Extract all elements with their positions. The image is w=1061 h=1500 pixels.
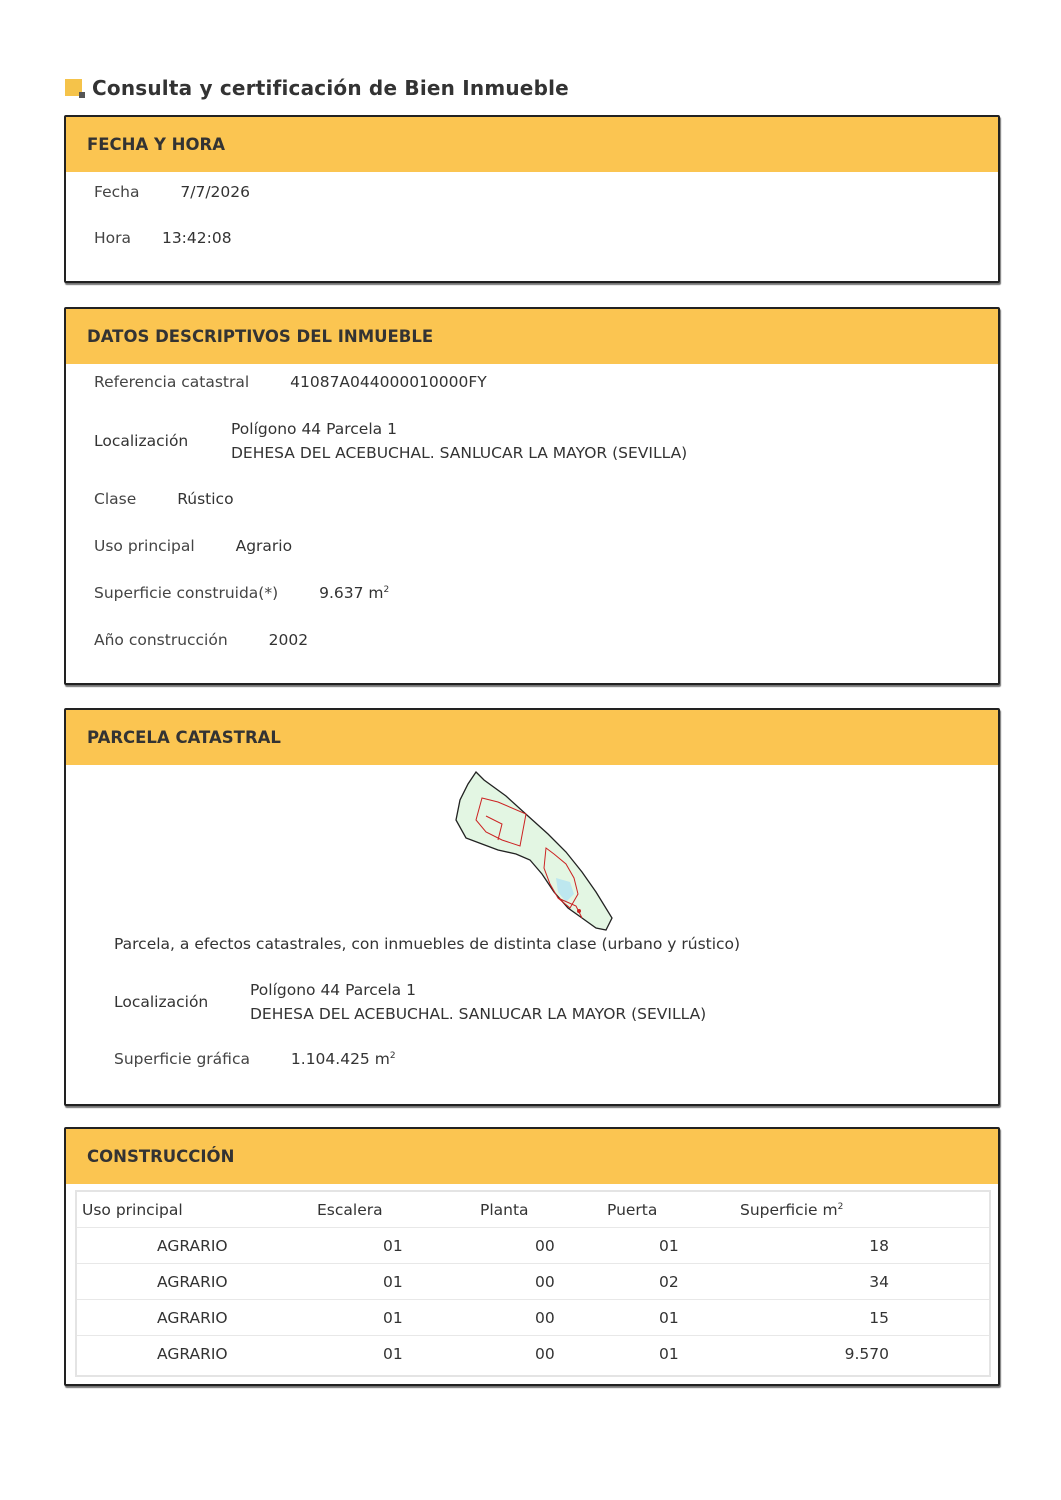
- page-title-text: Consulta y certificación de Bien Inmueble: [92, 76, 569, 100]
- cell-puerta: 01: [607, 1228, 740, 1264]
- hora-label: Hora: [94, 229, 132, 247]
- parcela-panel: [64, 708, 1000, 1106]
- cell-planta: 00: [480, 1264, 607, 1300]
- fecha-row: [94, 183, 250, 201]
- parcel-outline: [456, 772, 612, 930]
- localizacion-line2: DEHESA DEL ACEBUCHAL. SANLUCAR LA MAYOR (SEVILLA): [231, 444, 688, 462]
- superficie-value: 9.637 $m^2$: [319, 584, 390, 602]
- anio-value: 2002: [268, 631, 309, 649]
- cell-uso: AGRARIO: [77, 1264, 317, 1300]
- cell-superficie: 34: [740, 1264, 989, 1300]
- col-uso-principal: Uso principal: [82, 1200, 183, 1219]
- col-superficie: Superficie $m^2$: [740, 1200, 844, 1219]
- superficie-row: [94, 584, 389, 602]
- hora-row: [94, 229, 232, 247]
- cell-uso: AGRARIO: [77, 1300, 317, 1336]
- clase-row: [94, 490, 234, 508]
- construccion-header: CONSTRUCCIÓN: [66, 1129, 998, 1184]
- cell-superficie: 18: [740, 1228, 989, 1264]
- referencia-value: 41087A044000010000FY: [290, 373, 487, 391]
- referencia-label: Referencia catastral: [94, 373, 250, 391]
- construccion-panel: [64, 1127, 1000, 1386]
- hora-value: 13:42:08: [161, 229, 232, 247]
- table-row: [77, 1264, 989, 1300]
- parcela-superficie-label: Superficie gráfica: [114, 1050, 250, 1068]
- table-header-row: [77, 1192, 989, 1228]
- table-row: [77, 1336, 989, 1372]
- parcel-marker: [577, 909, 581, 913]
- construccion-table-wrap: [75, 1190, 991, 1377]
- cell-escalera: 01: [317, 1300, 480, 1336]
- col-planta: Planta: [480, 1200, 529, 1219]
- cell-planta: 00: [480, 1336, 607, 1372]
- cell-puerta: 02: [607, 1264, 740, 1300]
- parcela-localizacion-line1: Polígono 44 Parcela 1: [250, 981, 416, 999]
- cell-escalera: 01: [317, 1336, 480, 1372]
- cell-puerta: 01: [607, 1300, 740, 1336]
- fecha-label: Fecha: [94, 183, 140, 201]
- clase-value: Rústico: [177, 490, 234, 508]
- table-row: [77, 1228, 989, 1264]
- referencia-row: [94, 373, 487, 391]
- page-title: [65, 76, 569, 100]
- datos-header: DATOS DESCRIPTIVOS DEL INMUEBLE: [66, 309, 998, 364]
- cell-puerta: 01: [607, 1336, 740, 1372]
- cell-uso: AGRARIO: [77, 1228, 317, 1264]
- parcela-superficie-value: 1.104.425 $m^2$: [290, 1050, 396, 1068]
- localizacion-line1: Polígono 44 Parcela 1: [231, 420, 397, 438]
- col-puerta: Puerta: [607, 1200, 658, 1219]
- superficie-label: Superficie construida(*): [94, 584, 279, 602]
- cell-uso: AGRARIO: [77, 1336, 317, 1372]
- cell-planta: 00: [480, 1300, 607, 1336]
- parcela-localizacion-label: Localización: [114, 993, 209, 1011]
- uso-label: Uso principal: [94, 537, 195, 555]
- parcela-superficie-row: [114, 1050, 396, 1068]
- construccion-table: [77, 1192, 989, 1371]
- document-icon: [65, 79, 84, 98]
- anio-label: Año construcción: [94, 631, 228, 649]
- uso-value: Agrario: [235, 537, 293, 555]
- table-row: [77, 1300, 989, 1336]
- fecha-hora-header: FECHA Y HORA: [66, 117, 998, 172]
- parcela-header: PARCELA CATASTRAL: [66, 710, 998, 765]
- cell-escalera: 01: [317, 1264, 480, 1300]
- col-escalera: Escalera: [317, 1200, 383, 1219]
- cell-superficie: 9.570: [740, 1336, 989, 1372]
- fecha-value: 7/7/2026: [180, 183, 251, 201]
- cell-planta: 00: [480, 1228, 607, 1264]
- parcela-note: Parcela, a efectos catastrales, con inmuebles de distinta clase (urbano y rústico): [114, 935, 741, 953]
- fecha-hora-panel: [64, 115, 1000, 283]
- parcela-localizacion-line2: DEHESA DEL ACEBUCHAL. SANLUCAR LA MAYOR (SEVILLA): [250, 1005, 707, 1023]
- parcel-map: [446, 768, 616, 938]
- anio-row: [94, 631, 308, 649]
- uso-row: [94, 537, 292, 555]
- cell-superficie: 15: [740, 1300, 989, 1336]
- clase-label: Clase: [94, 490, 137, 508]
- cell-escalera: 01: [317, 1228, 480, 1264]
- localizacion-label: Localización: [94, 432, 189, 450]
- datos-panel: [64, 307, 1000, 685]
